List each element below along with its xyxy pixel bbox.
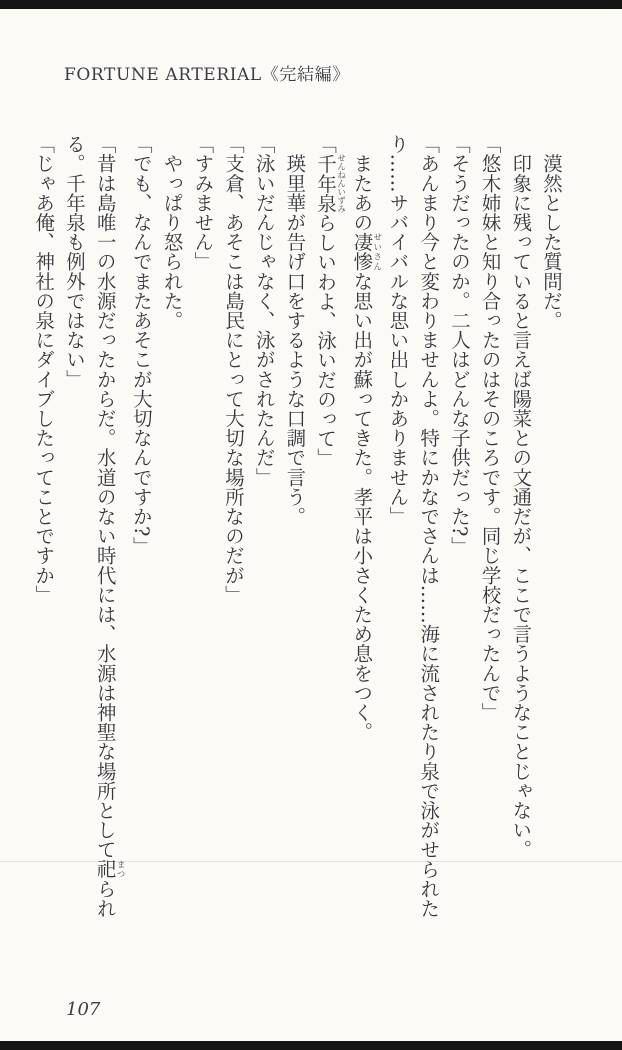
paragraph: やっぱり怒られた。 — [160, 134, 184, 330]
scan-top-edge — [0, 0, 622, 9]
paragraph: 「そうだったのか。二人はどんな子供だった?」 — [447, 134, 471, 557]
paragraph: 「千年泉せんねんいずみらしいわよ、泳いだのって」 — [314, 134, 346, 468]
paragraph: 「でも、なんでまたあそこが大切なんですか?」 — [129, 134, 153, 557]
paragraph: 「すみません」 — [191, 134, 215, 272]
paragraph: 「昔は島唯一の水源だったからだ。水道のない時代には、水源は神聖な場所として祀まつられる。千年泉も例外ではない」 — [62, 134, 126, 919]
novel-text-block — [32, 134, 566, 946]
paragraph: 「じゃあ俺、神社の泉にダイブしたってことですか」 — [32, 134, 56, 605]
paragraph: またあの凄惨せいさんな思い出が蘇ってきた。孝平は小さくため息をつく。 — [350, 134, 382, 742]
paragraph: 「支倉、あそこは島民にとって大切な場所なのだが」 — [221, 134, 245, 605]
furigana-ruby: 凄惨せいさん — [350, 232, 382, 272]
scan-bottom-edge — [0, 1041, 622, 1050]
furigana-ruby: 祀まつ — [93, 859, 126, 879]
paragraph: 漠然とした質問だ。 — [540, 134, 563, 330]
paragraph: 「泳いだんじゃなく、泳がされたんだ」 — [252, 134, 276, 487]
furigana-ruby: 千年泉せんねんいずみ — [314, 153, 346, 213]
book-title-header: FORTUNE ARTERIAL《完結編》 — [64, 65, 350, 85]
page-number: 107 — [66, 999, 101, 1020]
paragraph: 印象に残っていると言えば陽菜との文通だが、ここで言うようなことじゃない。 — [509, 134, 533, 860]
paragraph: 「あんまり今と変わりませんよ。特にかなでさんは……海に流されたり泉で泳がせられたり……サバイバルな思い出しかありません」 — [386, 134, 441, 918]
paragraph: 「悠木姉妹と知り合ったのはそのころです。同じ学校だったんで」 — [478, 134, 502, 722]
scan-artifact-line — [0, 861, 622, 862]
paragraph: 瑛里華が告げ口をするような口調で言う。 — [283, 134, 307, 526]
